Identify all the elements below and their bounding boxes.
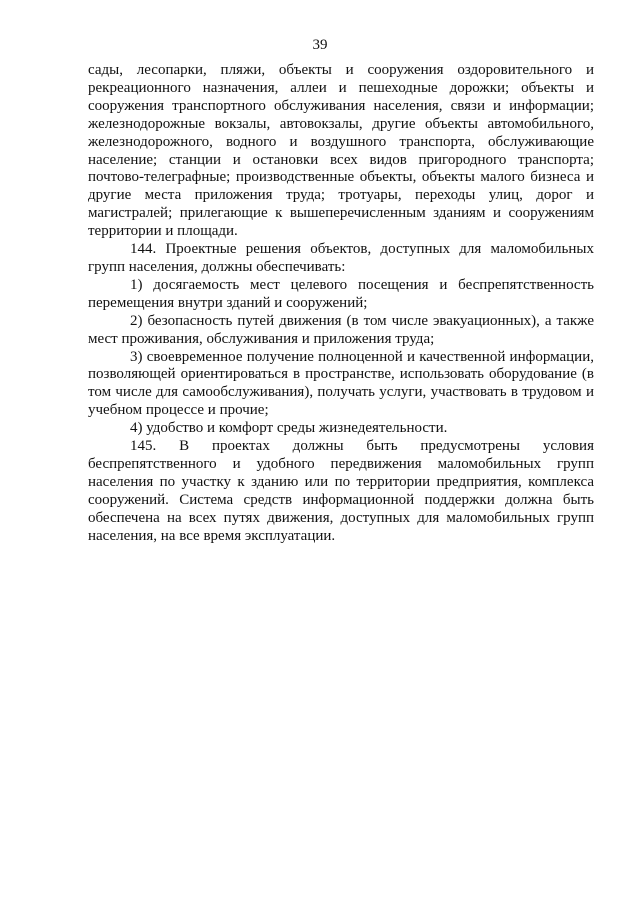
- page-number: 39: [312, 37, 328, 53]
- paragraph-145: 145. В проектах должны быть предусмотрены условия беспрепятственного и удобного передвижения маломобильных групп населения по участку к зданию или по территории предприятия, комплекса сооружений. Система средств информационной поддержки должна быть обеспечена на всех путях движения, доступных для маломобильных групп населения, на все время эксплуатации.: [88, 438, 594, 544]
- paragraph-144: 144. Проектные решения объектов, доступных для маломобильных групп населения, должны обеспечивать:: [88, 241, 594, 275]
- list-item-4: 4) удобство и комфорт среды жизнедеятельности.: [130, 420, 448, 437]
- list-item-3: 3) своевременное получение полноценной и качественной информации, позволяющей ориентироваться в пространстве, использовать оборудование (в том числе для самообслуживания), получать услуги, участвовать в трудовом и учебном процессе и прочие;: [88, 348, 594, 419]
- paragraph-continuation: сады, лесопарки, пляжи, объекты и сооружения оздоровительного и рекреационного назначения, аллеи и пешеходные дорожки; объекты и сооружения транспортного обслуживания населения, связи и информации; железнодорожные вокзалы, автовокзалы, другие объекты автомобильного, железнодорожного, водного и воздушного транспорта, обслуживающие население; станции и остановки всех видов пригородного транспорта; почтово-телеграфные; производственные объекты, объекты малого бизнеса и другие места приложения труда; тротуары, переходы улиц, дорог и магистралей; прилегающие к вышеперечисленным зданиям и сооружениям территории и площади.: [88, 62, 594, 240]
- list-item-1: 1) досягаемость мест целевого посещения и беспрепятственность перемещения внутри зданий и сооружений;: [88, 276, 594, 311]
- document-body: [88, 62, 594, 545]
- list-item-2: 2) безопасность путей движения (в том числе эвакуационных), а также мест проживания, обслуживания и приложения труда;: [88, 312, 594, 347]
